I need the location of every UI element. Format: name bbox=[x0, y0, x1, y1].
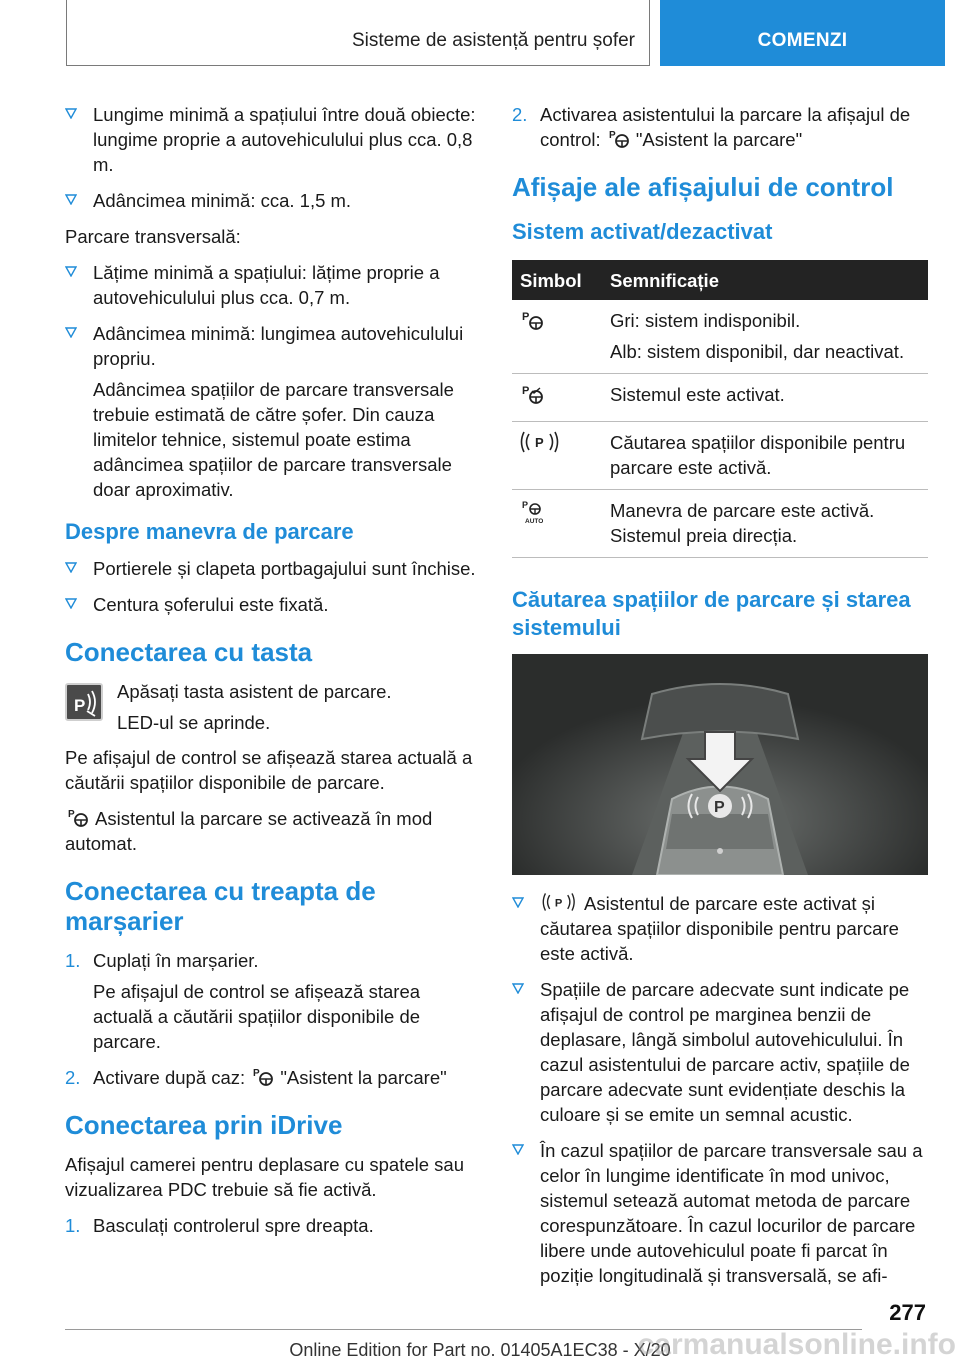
auto-steering-icon bbox=[520, 500, 548, 528]
numbered-item: 1. Cuplați în marșarier. Pe afișajul de control se afișează starea actuală a căutării spațiilor disponibile de parcare. bbox=[65, 950, 421, 1052]
triangle-bullet-icon bbox=[65, 193, 77, 205]
parking-display-photo bbox=[512, 654, 928, 875]
triangle-bullet-icon bbox=[65, 107, 77, 119]
heading-tasta: Conectarea cu tasta bbox=[65, 637, 313, 667]
svg-text:P: P bbox=[522, 385, 530, 397]
footer-text: Online Edition for Part no. 01405A1EC38 - X/20 bbox=[289, 1340, 671, 1360]
numbered-item: 1. Basculați controlerul spre dreapta. bbox=[65, 1215, 374, 1236]
park-assist-button-icon bbox=[65, 683, 103, 721]
page-number: 277 bbox=[889, 1300, 926, 1325]
table-header-row bbox=[512, 260, 928, 300]
heading-manevra: Despre manevra de parcare bbox=[65, 519, 354, 544]
triangle-bullet-icon bbox=[512, 896, 524, 908]
bullet-item: Lungime minimă a spațiului între două obiecte: lungime proprie a autovehiculului plus cca. 0,8 m. bbox=[65, 102, 480, 177]
triangle-bullet-icon bbox=[65, 597, 77, 609]
parking-space-search-icon bbox=[520, 437, 562, 458]
bullet-item: Spațiile de parcare adecvate sunt indicate pe afișajul de control pe marginea benzii de deplasare, lângă simbolul autovehiculului. În cazul asistentului de parcare activ, spațiile de parcare adecvate sunt evidențiate deschis la culoare și se emite un semnal acustic. bbox=[512, 977, 928, 1127]
symbol-table bbox=[512, 260, 928, 558]
chapter-label: COMENZI bbox=[757, 30, 848, 51]
park-assistant-icon bbox=[608, 127, 630, 149]
heading-afisaje: Afișaje ale afișajului de control bbox=[512, 172, 894, 202]
triangle-bullet-icon bbox=[65, 561, 77, 573]
heading-treapta: Conectarea cu treapta de marșarier bbox=[65, 876, 376, 936]
right-column bbox=[512, 102, 928, 1299]
heading-cautare: Căutarea spațiilor de parcare și starea sistemului bbox=[512, 587, 911, 640]
watermark: carmanualsonline.info bbox=[637, 1328, 956, 1361]
svg-text:P: P bbox=[74, 696, 86, 715]
svg-text:P: P bbox=[253, 1068, 261, 1079]
auto-activate-paragraph: P Asistentul la parcare se activează în mod automat. bbox=[65, 808, 433, 854]
bullet-item: Adâncimea minimă: lungimea autovehiculului propriu. Adâncimea spațiilor de parcare transversale trebuie estimată de către șofer. Din cauza limitelor tehnice, sistemul poate estima adâncimea spațiilor de parcare transversale doar aproximativ. bbox=[65, 321, 480, 502]
numbered-item: 2. Activare după caz: P "Asistent la parcare" bbox=[65, 1067, 447, 1088]
svg-text:AUTO: AUTO bbox=[525, 518, 544, 524]
park-assistant-icon bbox=[252, 1065, 274, 1087]
svg-text:P: P bbox=[68, 809, 75, 820]
table-row: P Sistemul este activat. bbox=[512, 374, 928, 422]
bullet-continuation: Adâncimea spațiilor de parcare transversale trebuie estimată de către șofer. Din cauza limitelor tehnice, sistemul poate estima adâncimea spațiilor de parcare transversale doar aproximativ. bbox=[93, 379, 454, 500]
svg-text:P: P bbox=[554, 897, 563, 910]
triangle-bullet-icon bbox=[512, 1143, 524, 1155]
bullet-item: În cazul spațiilor de parcare transversale sau a celor în lungime identificate în mod univoc, sistemul setează automat metoda de parcare corespunzătoare. În cazul locurilor de parcare libere unde autovehiculul poate fi parcat în poziție longitudinală și transversală, se afi- bbox=[512, 1138, 928, 1288]
bullet-item: Lățime minimă a spațiului: lățime proprie a autovehiculului plus cca. 0,7 m. bbox=[65, 260, 480, 310]
park-assistant-icon bbox=[67, 806, 89, 828]
chapter-badge bbox=[660, 0, 945, 66]
col-meaning: Semnificație bbox=[602, 260, 928, 300]
svg-text:P: P bbox=[522, 500, 529, 510]
bullet-item: Adâncimea minimă: cca. 1,5 m. bbox=[65, 188, 480, 213]
key-instruction: P Apăsați tasta asistent de parcare. LED-ul se aprinde. bbox=[65, 679, 480, 735]
bullet-item: P Asistentul de parcare este activat și căutarea spațiilor disponibile pentru parcare este activă. bbox=[512, 891, 928, 966]
triangle-bullet-icon bbox=[512, 982, 524, 994]
bullet-item: Centura șoferului este fixată. bbox=[65, 592, 480, 617]
bullet-item: Portierele și clapeta portbagajului sunt închise. bbox=[65, 556, 480, 581]
park-assistant-active-icon bbox=[520, 385, 546, 410]
triangle-bullet-icon bbox=[65, 326, 77, 338]
heading-idrive: Conectarea prin iDrive bbox=[65, 1110, 343, 1140]
triangle-bullet-icon bbox=[65, 265, 77, 277]
svg-text:P: P bbox=[714, 799, 725, 816]
svg-text:P: P bbox=[522, 311, 530, 323]
table-row: P Căutarea spațiilor disponibile pentru parcare este activă. bbox=[512, 422, 928, 490]
numbered-item: 2. Activarea asistentului la parcare la afișajul de control: P "Asistent la parcare" bbox=[512, 104, 911, 150]
heading-sistem: Sistem activat/dezactivat bbox=[512, 219, 773, 244]
left-column: Lungime minimă a spațiului între două obiecte: lungime proprie a autovehiculului plus cca. 0,8 m. Adâncimea minimă: cca. 1,5 m. Parcare transversală: Lățime minimă a spațiului: lățime proprie a autovehiculului plus cca. 0,7 m. Adâncimea minimă: lungimea autovehiculului propriu. Adâncimea spațiilor de parcare transversale trebuie estimată de către șofer. Din cauza limitelor tehnice, sistemul poate estima adâncimea spațiilor de parcare transversale doar aproximativ. Despre manevra de parcare Portierele și clapeta portbagajului sunt închise. Centura șoferului este fixată. Conectarea cu tasta P Apăsați tasta asistent de parcare. LED-ul se aprinde. Pe afișajul de control se afișează starea actuală a căutării spațiilor disponibile de parcare. P Asistentul la parcare se activează în mod automat. Conectarea cu treapta de marșarier 1. Cuplați în marșarier. Pe afișajul de control se afișează starea actuală a căutării spațiilor disponibile de parcare. 2. Activare după caz: P "Asistent la parcare" Conectarea prin iDrive Afișajul camerei pentru deplasare cu spatele sau vizualizarea PDC trebuie să fie activă. 1. Basculați controlerul spre dreapta. bbox=[65, 102, 480, 1249]
svg-text:P: P bbox=[608, 130, 616, 141]
table-row: P Gri: sistem indisponibil. Alb: sistem disponibil, dar neactivat. bbox=[512, 300, 928, 374]
svg-text:P: P bbox=[535, 435, 544, 450]
transverse-label: Parcare transversală: bbox=[65, 226, 241, 247]
section-title: Sisteme de asistență pentru șofer bbox=[351, 30, 635, 51]
parking-space-search-icon bbox=[542, 891, 578, 913]
header-tab bbox=[66, 0, 650, 66]
table-row: P AUTO Manevra de parcare este activă. Sistemul preia direcția. bbox=[512, 490, 928, 558]
park-assistant-icon bbox=[520, 311, 546, 336]
col-symbol: Simbol bbox=[512, 260, 602, 300]
